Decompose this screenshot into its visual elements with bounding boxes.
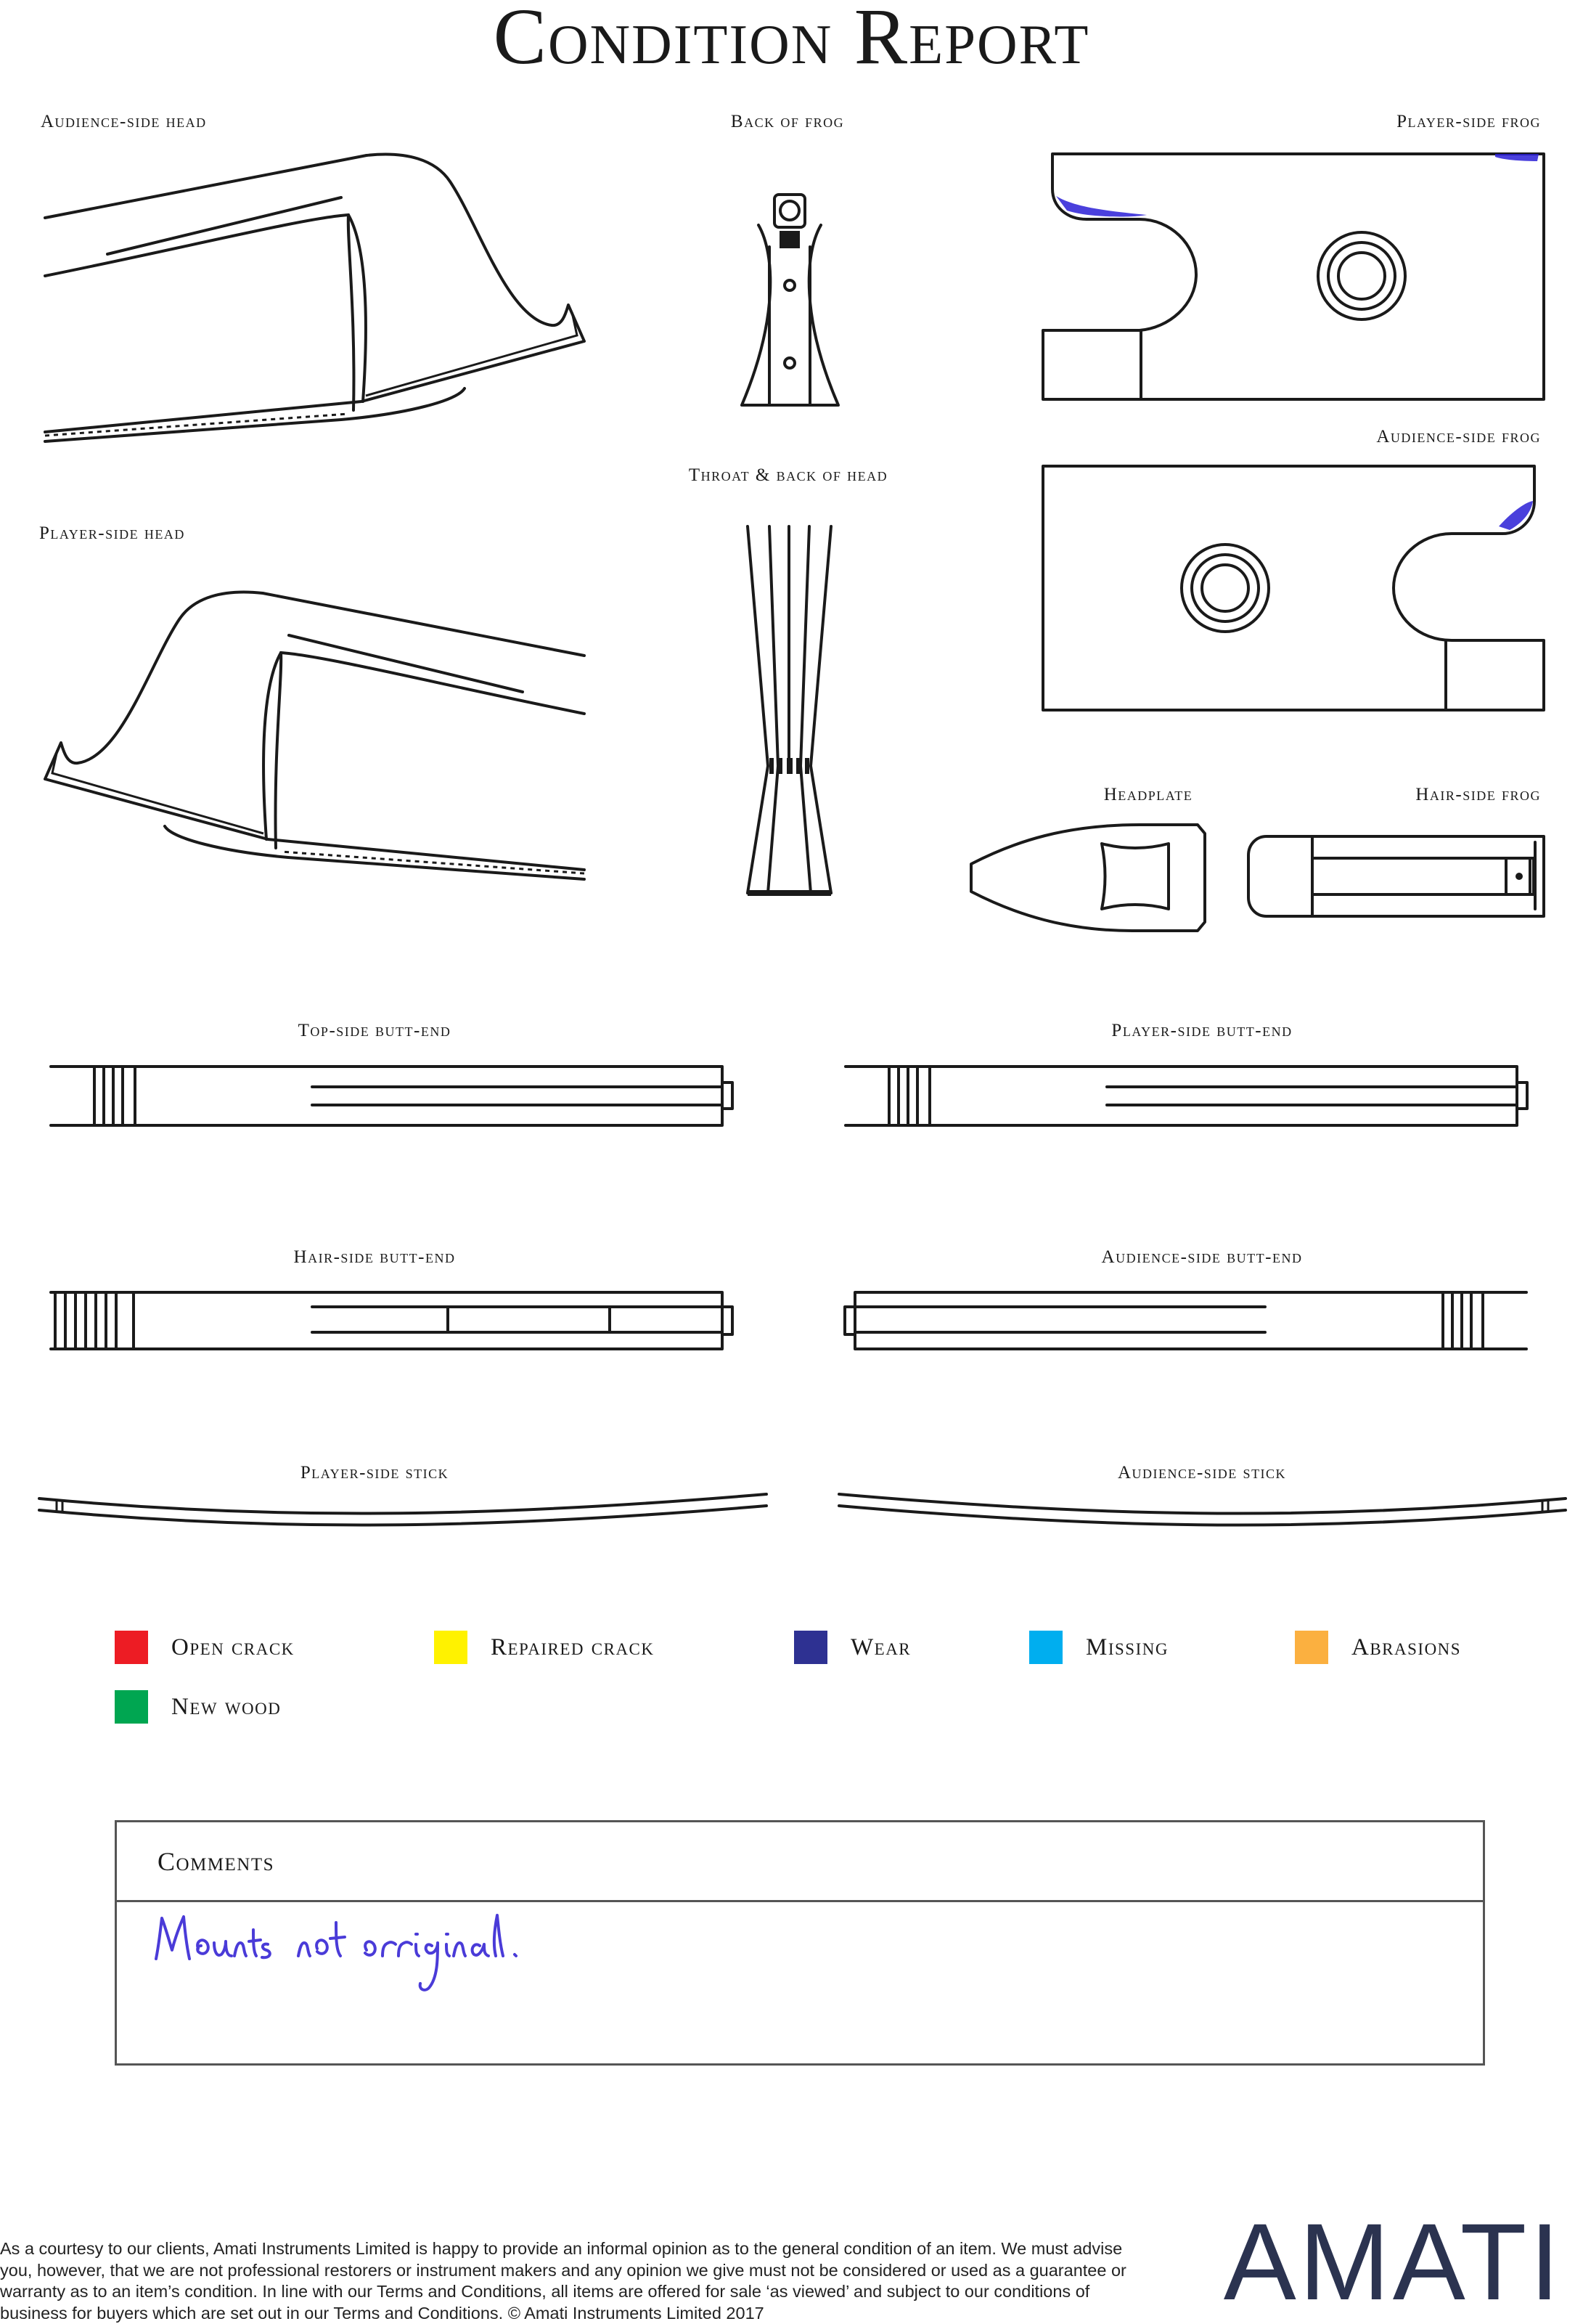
legend-label-open-crack: Open crack [171, 1634, 295, 1660]
legend-swatch-repaired-crack [434, 1631, 467, 1664]
label-audience-side-stick: Audience-side stick [1117, 1463, 1287, 1483]
label-headplate: Headplate [1103, 785, 1193, 804]
legend-item-missing [1029, 1631, 1169, 1664]
legend-label-abrasions: Abrasions [1351, 1634, 1462, 1660]
label-player-side-butt-end: Player-side butt-end [1111, 1021, 1293, 1040]
label-audience-side-head: Audience-side head [41, 112, 207, 131]
label-player-side-stick: Player-side stick [300, 1463, 449, 1483]
legend-label-repaired-crack: Repaired crack [491, 1634, 655, 1660]
legend-item-new-wood [115, 1690, 281, 1724]
legend-label-new-wood: New wood [171, 1693, 282, 1720]
legend-item-repaired-crack [434, 1631, 655, 1664]
legend-swatch-open-crack [115, 1631, 148, 1664]
page-title: Condition Report [493, 0, 1090, 81]
legend-swatch-missing [1029, 1631, 1063, 1664]
comments-heading: Comments [117, 1822, 1483, 1902]
legend-swatch-new-wood [115, 1690, 148, 1724]
comments-handwritten-signature [153, 1908, 560, 2002]
legend-label-wear: Wear [851, 1634, 912, 1660]
label-player-side-head: Player-side head [39, 523, 185, 543]
brand-logo: AMATI [1223, 2201, 1563, 2323]
legend-item-abrasions [1295, 1631, 1461, 1664]
label-audience-side-butt-end: Audience-side butt-end [1101, 1247, 1303, 1267]
legend-item-wear [794, 1631, 911, 1664]
legend-swatch-abrasions [1295, 1631, 1328, 1664]
label-hair-side-frog: Hair-side frog [1415, 785, 1541, 804]
label-audience-side-frog: Audience-side frog [1376, 427, 1541, 447]
label-top-side-butt-end: Top-side butt-end [298, 1021, 451, 1040]
label-hair-side-butt-end: Hair-side butt-end [293, 1247, 456, 1267]
label-back-of-frog: Back of frog [730, 112, 845, 131]
label-player-side-frog: Player-side frog [1396, 112, 1541, 131]
legend-item-open-crack [115, 1631, 295, 1664]
comments-box [115, 1820, 1485, 2066]
legend-label-missing: Missing [1086, 1634, 1169, 1660]
legend-swatch-wear [794, 1631, 827, 1664]
label-throat-back-of-head: Throat & back of head [688, 465, 888, 485]
footer-disclaimer: As a courtesy to our clients, Amati Instruments Limited is happy to provide an informal opinion as to the general condition of an item. We must advise you, however, that we are not professional restorers or instrument makers and any opinion we give must not be considered or used as a guarantee or warranty as to an item’s condition. In line with our Terms and Conditions, all items are offered for sale ‘as viewed’ and subject to our conditions of business for buyers which are set out in our Terms and Conditions. © Amati Instruments Limited 2017 [0, 2239, 1126, 2323]
